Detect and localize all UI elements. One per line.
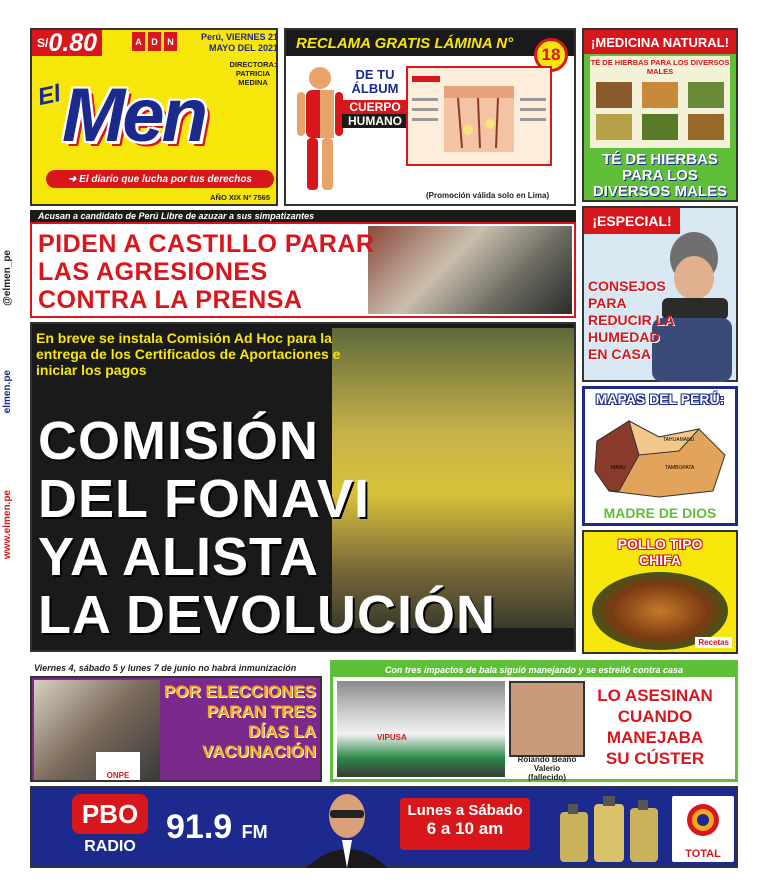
schedule-box — [400, 798, 530, 850]
vacuna-line-1: POR ELECCIONES — [163, 682, 316, 701]
castillo-headline-l3: CONTRA LA PRENSA — [38, 286, 303, 314]
bus-sign: VIPUSA — [377, 733, 407, 742]
website-link[interactable]: www.elmen.pe — [2, 490, 13, 560]
lamina-preview — [406, 66, 552, 166]
madre-de-dios-map-icon — [589, 411, 731, 501]
vacuna-line-2: PARAN TRES — [206, 702, 316, 721]
pollo-title-l2: CHIFA — [639, 552, 681, 568]
especial-text — [588, 278, 674, 363]
adn-d: D — [148, 32, 161, 51]
custer-line-3: MANEJABA — [606, 728, 704, 747]
especial-title: ¡ESPECIAL! — [584, 208, 680, 234]
pbo-logo-top: PBO — [72, 794, 148, 834]
map-label-tambopata: TAMBOPATA — [665, 465, 695, 471]
director-name-1: PATRICIA — [235, 69, 271, 78]
oil-bottles-icon — [554, 794, 664, 864]
total-brand: TOTAL — [685, 848, 721, 860]
especial-line-2: PARA — [588, 295, 627, 311]
edition-number: AÑO XIX Nº 7565 — [210, 193, 270, 202]
album-line-2: CUERPO — [342, 100, 408, 114]
radio-frequency — [166, 808, 268, 847]
currency: S/ — [37, 36, 49, 50]
castillo-story[interactable] — [30, 222, 576, 318]
adn-badges — [132, 32, 177, 51]
date-line-2: MAYO DEL 2021 — [208, 43, 278, 53]
fonavi-story[interactable] — [30, 322, 576, 652]
mapas-region: MADRE DE DIOS — [603, 505, 717, 521]
director-label: DIRECTORA: — [229, 60, 277, 69]
tea-cups-icon — [590, 76, 730, 146]
vacuna-headline — [164, 682, 316, 762]
skin-diagram-icon — [408, 68, 550, 164]
slogan — [46, 170, 274, 188]
victim-photo — [509, 681, 585, 757]
map-label-tahuamanu: TAHUAMANU — [663, 437, 695, 443]
map-label-manu: MANU — [611, 465, 626, 471]
slogan-text: El diario que lucha por tus derechos — [79, 173, 252, 185]
pollo-title — [584, 536, 736, 568]
anatomy-figure-icon — [294, 64, 346, 192]
promo-box[interactable] — [284, 28, 576, 206]
price-tag — [32, 30, 102, 56]
vacuna-kicker: Viernes 4, sábado 5 y lunes 7 de junio no habrá inmunización — [30, 660, 322, 676]
radio-host-icon — [302, 790, 392, 868]
fonavi-headline-l2: DEL FONAVI — [38, 469, 371, 529]
sidebar-social — [2, 230, 24, 610]
pollo-chifa-box[interactable] — [582, 530, 738, 654]
custer-line-1: LO ASESINAN — [597, 686, 713, 705]
castillo-headline-l2: LAS AGRESIONES — [38, 258, 268, 286]
mapas-box[interactable] — [582, 386, 738, 526]
especial-line-5: EN CASA — [588, 346, 652, 362]
fonavi-headline-l4: LA DEVOLUCIÓN — [38, 585, 496, 645]
vacunacion-story[interactable] — [30, 676, 322, 782]
voting-photo — [34, 680, 160, 780]
pollo-title-l1: POLLO TIPO — [617, 536, 703, 552]
victim-caption — [505, 755, 589, 782]
castillo-headline-l1: PIDEN A CASTILLO PARAR — [38, 230, 375, 258]
herbal-tea-inner-title: TÉ DE HIERBAS PARA LOS DIVERSOS MALES — [590, 58, 730, 76]
victim-note: (fallecido) — [528, 773, 566, 782]
bus-photo — [337, 681, 505, 777]
vacuna-line-4: VACUNACIÓN — [202, 742, 316, 761]
frequency-band: FM — [241, 822, 268, 842]
pbo-radio-ad[interactable] — [30, 786, 738, 868]
pbo-logo — [72, 794, 148, 864]
total-logo — [672, 796, 734, 862]
victim-name: Rolando Beaño Valerio — [517, 755, 577, 773]
schedule-hours: 6 a 10 am — [426, 819, 504, 838]
especial-box[interactable] — [582, 206, 738, 382]
fonavi-headline — [38, 412, 496, 644]
promo-validity: (Promoción válida solo en Lima) — [426, 191, 550, 200]
recetas-brand: Recetas — [695, 637, 732, 648]
issue-date — [190, 32, 278, 54]
pbo-logo-bottom: RADIO — [84, 838, 136, 855]
castillo-headline — [38, 230, 374, 314]
custer-line-2: CUANDO — [617, 707, 693, 726]
especial-line-4: HUMEDAD — [588, 329, 660, 345]
especial-line-3: REDUCIR LA — [588, 312, 675, 328]
custer-headline — [581, 685, 729, 769]
mapas-title: MAPAS DEL PERÚ: — [595, 391, 725, 407]
custer-kicker: Con tres impactos de bala siguió manejando y se estrelló contra casa — [333, 663, 735, 677]
fonavi-headline-l3: YA ALISTA — [38, 527, 320, 587]
logo-el: El — [35, 79, 64, 112]
castillo-kicker: Acusan a candidato de Perú Libre de azuzar a sus simpatizantes — [30, 210, 576, 222]
logo-men[interactable]: Men — [62, 73, 205, 158]
album-line-1: DE TU ÁLBUM — [351, 67, 399, 96]
director-name-2: MEDINA — [238, 78, 268, 87]
price: 0.80 — [48, 28, 98, 57]
vacuna-line-3: DÍAS LA — [248, 722, 316, 741]
medicina-title: ¡MEDICINA NATURAL! — [584, 30, 736, 54]
fonavi-headline-l1: COMISIÓN — [38, 411, 320, 471]
herbal-tea-panel — [590, 56, 730, 148]
facebook-handle[interactable]: elmen.pe — [2, 370, 13, 414]
total-logo-icon — [672, 796, 734, 842]
adn-n: N — [164, 32, 177, 51]
frequency-number: 91.9 — [166, 808, 233, 846]
promo-bar: RECLAMA GRATIS LÁMINA N° — [286, 30, 574, 56]
twitter-handle[interactable]: @elmen_pe — [2, 250, 13, 306]
director-credit — [228, 60, 278, 87]
masthead — [30, 28, 278, 206]
album-line-3: HUMANO — [342, 114, 408, 128]
crowd-photo — [368, 226, 572, 314]
medicina-caption: TÉ DE HIERBAS PARA LOS DIVERSOS MALES — [592, 151, 728, 200]
schedule-days: Lunes a Sábado — [407, 802, 523, 819]
fonavi-subhead: En breve se instala Comisión Ad Hoc para la entrega de los Certificados de Aportaciones e iniciar los pagos — [36, 330, 341, 378]
custer-line-4: SU CÚSTER — [605, 749, 705, 768]
especial-line-1: CONSEJOS — [588, 278, 666, 294]
custer-story[interactable] — [330, 660, 738, 782]
album-label — [342, 68, 408, 128]
adn-a: A — [132, 32, 145, 51]
onpe-box: ONPE — [96, 752, 140, 780]
date-line-1: Perú, VIERNES 21 — [200, 32, 278, 42]
lamina-number-badge: 18 — [534, 38, 568, 72]
arrow-icon: ➜ — [68, 173, 80, 185]
medicina-natural-box[interactable] — [582, 28, 738, 202]
